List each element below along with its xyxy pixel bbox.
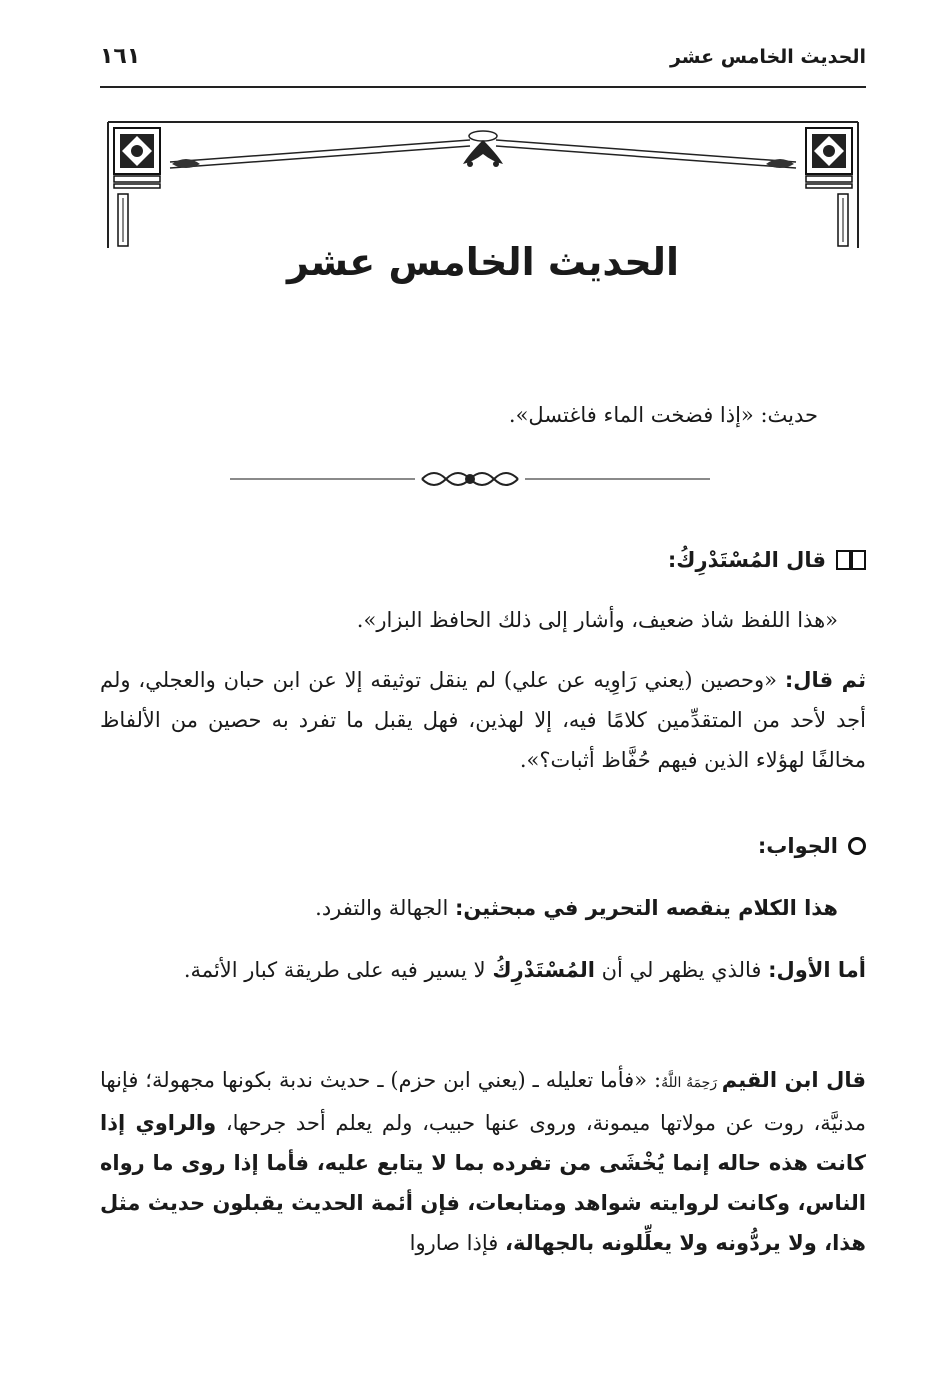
section2-heading-label: الجواب:	[757, 834, 838, 858]
lead-phrase: أما الأول:	[768, 958, 866, 982]
chapter-ornament-frame	[100, 118, 866, 258]
paragraph-body: : «فأما تعليله ـ (يعني ابن حزم) ـ حديث ندبة بكونها مجهولة؛ فإنها مدنيَّة، روت عن مولاتها ميمونة، وروى عنها حبيب، ولم يعلم أحد جرحها،	[100, 1068, 867, 1135]
left-corner-ornament	[114, 128, 160, 246]
circle-icon	[848, 837, 866, 855]
lead-phrase: ثم قال:	[784, 668, 866, 692]
center-ornament	[463, 131, 503, 167]
book-icon	[836, 549, 866, 571]
paragraph-body: «وحصين (يعني رَاوِيه عن علي) لم ينقل توثيقه إلا عن ابن حبان والعجلي، ولم أجد لأحد من المتقدِّمين كلامًا فيه، إلا لهذين، فهل يقبل ما تفرد به حصين من الألفاظ مخالفًا لهؤلاء الذين فيهم حُفَّاظ أثبات؟».	[100, 668, 866, 772]
paragraph-thumma-qal	[100, 660, 866, 780]
section1-heading-label: قال المُسْتَدْرِكُ:	[667, 548, 826, 572]
lead-phrase: قال ابن القيم	[721, 1068, 866, 1092]
paragraph-first-topic	[100, 950, 866, 990]
lead-phrase: هذا الكلام ينقصه التحرير في مبحثين:	[454, 896, 838, 920]
paragraph-body-b: لا يسير فيه على طريقة كبار الأئمة.	[183, 958, 493, 982]
paragraph-tail: فإذا صاروا	[409, 1231, 505, 1255]
paragraph-body-a: فالذي يظهر لي أن	[594, 958, 769, 982]
ornamental-divider	[230, 462, 710, 496]
right-corner-ornament	[806, 128, 852, 246]
quote-paragraph: «هذا اللفظ شاذ ضعيف، وأشار إلى ذلك الحافظ البزار».	[356, 608, 838, 632]
section-heading-mustadrik	[668, 548, 866, 572]
paragraph-two-topics	[138, 888, 838, 928]
running-header	[100, 42, 866, 88]
emphasized-text: والراوي إذا كانت هذه حاله إنما يُخْشَى من تفرده بما لا يتابع عليه، فأما إذا روى ما رواه الناس، وكانت لروايته شواهد ومتابعات، فإن أئمة الحديث يقبلون حديث مثل هذا، ولا يردُّونه ولا يعلِّلونه بالجهالة،	[100, 1111, 866, 1255]
mustadrik-term: المُسْتَدْرِكُ	[492, 958, 595, 982]
hadith-text: حديث: «إذا فضخت الماء فاغتسل».	[508, 403, 818, 427]
chapter-title: الحديث الخامس عشر	[286, 240, 680, 284]
page-number: ١٦١	[100, 44, 141, 69]
paragraph-body: الجهالة والتفرد.	[315, 896, 455, 920]
running-title: الحديث الخامس عشر	[669, 46, 866, 68]
honorific: رَحِمَهُ اللَّهُ	[661, 1075, 722, 1091]
paragraph-ibn-al-qayyim	[100, 1060, 866, 1263]
section-heading-answer	[758, 834, 866, 858]
